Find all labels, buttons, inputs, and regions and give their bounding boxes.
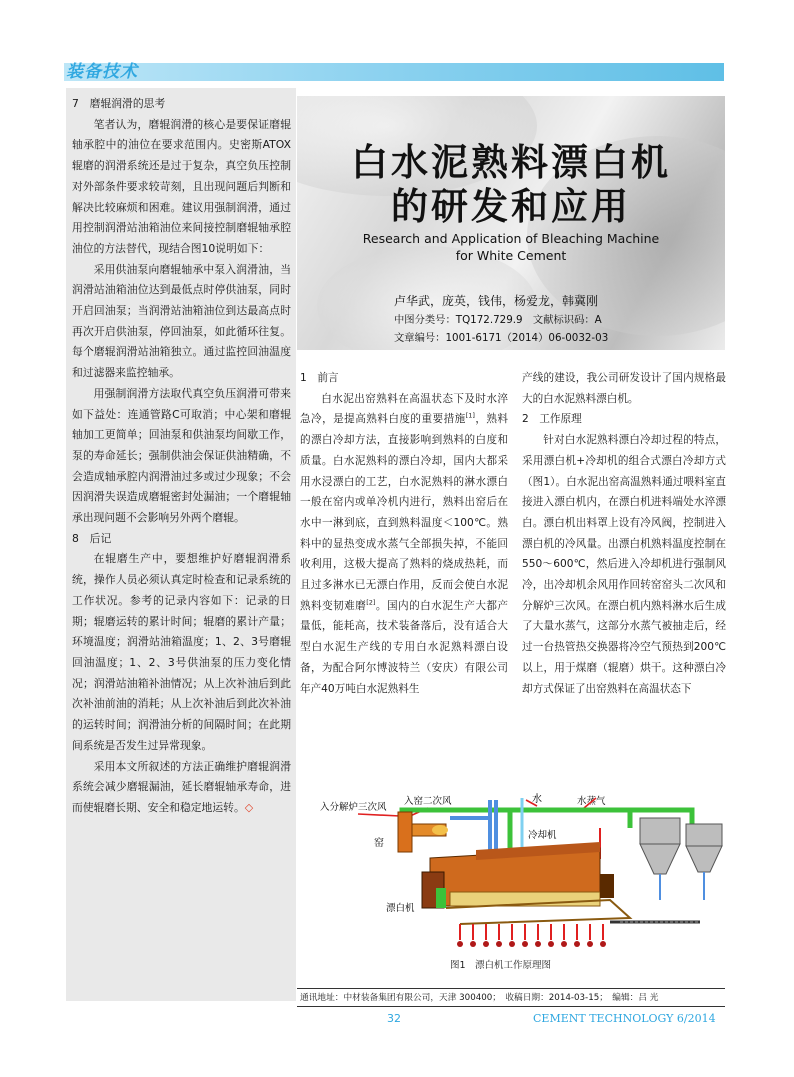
fan-icon xyxy=(496,941,502,947)
label-water: 水 xyxy=(532,794,542,805)
cyclone xyxy=(686,824,722,846)
header-bar xyxy=(64,63,724,81)
paragraph: 笔者认为，磨辊润滑的核心是要保证磨辊轴承腔中的油位在要求范围内。史密斯ATOX辊磨的润滑系统还是过于复杂，真空负压控制对外部条件要求较苛刻，且出现问题后判断和解决比较麻烦和困难。建议用强制润滑，通过用控制润滑站油箱油位来间接控制磨辊轴承腔油位的方法替代，现结合图10说明如下： xyxy=(72,117,291,255)
classification-number: 中图分类号：TQ172.729.9 文献标识码：A xyxy=(394,314,602,326)
label-cooler: 冷却机 xyxy=(528,830,557,841)
fan-icon xyxy=(561,941,567,947)
footer-rule xyxy=(297,1006,725,1007)
title-en-line: for White Cement xyxy=(455,248,567,263)
footer-rule xyxy=(297,988,725,989)
fan-icon xyxy=(483,941,489,947)
fan-icon xyxy=(535,941,541,947)
label-arrows xyxy=(358,798,596,816)
label-steam: 水蒸气 xyxy=(577,796,606,807)
cyclone-cone xyxy=(640,844,680,874)
article-title-zh xyxy=(297,141,725,229)
bleaching-machine-diagram xyxy=(300,788,724,956)
fan-icon xyxy=(457,941,463,947)
kiln-flame xyxy=(432,825,448,835)
page-number: 32 xyxy=(387,1012,401,1025)
authors: 卢华武，庞英，钱伟，杨爱龙，韩冀刚 xyxy=(394,294,599,308)
title-block xyxy=(297,96,725,350)
right-column xyxy=(522,368,726,699)
bleaching-machine xyxy=(422,842,630,924)
citation-ref: [2] xyxy=(366,598,376,607)
citation-ref: [1] xyxy=(465,411,475,420)
title-line: 白水泥熟料漂白机 xyxy=(351,141,671,184)
paragraph: 针对白水泥熟料漂白冷却过程的特点，采用漂白机+冷却机的组合式漂白冷却方式（图1）。白水泥出窑高温熟料通过喂料室直接进入漂白机内，在漂白机进料端处水淬漂白。漂白机出料罩上设有冷风阀，控制进入漂白机的冷风量。出漂白机熟料温度控制在550～600℃，然后进入冷却机进行强制风冷，出冷却机余风用作回转窑窑头二次风和分解炉三次风。在漂白机内熟料淋水后生成了大量水蒸气，这部分水蒸气被抽走后，经过一台热管热交换器将冷空气预热到200℃以上，用于煤磨（辊磨）烘干。这种漂白冷却方式保证了出窑熟料在高温状态下 xyxy=(522,434,726,695)
article-title-en xyxy=(297,230,725,264)
paragraph-last xyxy=(72,757,291,819)
cooling-fans xyxy=(457,924,606,947)
paragraph-text: ，熟料的漂白冷却方法，直接影响到熟料的白度和质量。白水泥熟料的漂白冷却，国内大都采用水浸漂白的工艺，白水泥熟料的淋水漂白一般在窑内或单冷机内进行，熟料出窑后在水中一淋到底，直到熟料温度＜100℃。熟料中的显热变成水蒸气全部损失掉，不能回收利用，这极大提高了熟料的烧成热耗，而且过多淋水已无漂白作用，反而会使白水泥熟料变韧难磨 xyxy=(300,413,509,612)
section-tag: 装备技术 xyxy=(66,62,138,82)
figure-caption: 图1 漂白机工作原理图 xyxy=(450,960,552,971)
cyclone-outlet-arrows xyxy=(660,872,704,900)
left-column xyxy=(66,88,296,1001)
middle-column xyxy=(300,368,508,699)
fan-icon xyxy=(574,941,580,947)
title-en-line: Research and Application of Bleaching Machine xyxy=(362,231,660,246)
bleacher-outlet xyxy=(436,888,446,908)
footer-info: 通讯地址：中材装备集团有限公司，天津 300400； 收稿日期：2014-03-15； 编辑：吕 光 xyxy=(300,993,659,1003)
label-bleacher: 漂白机 xyxy=(386,903,415,914)
kiln-hood xyxy=(398,812,412,852)
fan-icon xyxy=(522,941,528,947)
label-kiln-air: 入窑二次风 xyxy=(404,796,452,807)
pointer-arrow xyxy=(358,814,400,816)
paragraph-text: 采用本文所叙述的方法正确维护磨辊润滑系统会减少磨辊漏油，延长磨辊轴承寿命，进而使辊磨长期、安全和稳定地运转。 xyxy=(72,759,291,814)
cyclones xyxy=(640,818,722,874)
paragraph-text: 白水泥出窑熟料在高温状态下及时水淬急冷，是提高熟料白度的重要措施 xyxy=(300,392,508,426)
bleacher-outlet-end xyxy=(600,874,614,898)
label-calciner-air: 入分解炉三次风 xyxy=(320,802,387,813)
fan-icon xyxy=(548,941,554,947)
cyclone-cone xyxy=(686,846,722,872)
heading-section-8: 8 后记 xyxy=(72,531,112,545)
end-mark-icon: ◇ xyxy=(244,800,254,814)
heading-section-7: 7 磨辊润滑的思考 xyxy=(72,97,166,110)
paragraph: 用强制润滑方法取代真空负压润滑可带来如下益处：连通管路C可取消；中心架和磨辊轴加工更简单；回油泵和供油泵均间歇工作，泵的寿命延长；强制供油会保证供油精确，不会造成轴承腔内润滑油过多或过少现象；不会因润滑失误造成磨辊密封处漏油；一个磨辊轴承出现问题不会影响另外两个磨辊。 xyxy=(72,386,291,525)
title-line: 的研发和应用 xyxy=(391,185,631,228)
kiln xyxy=(398,812,448,852)
fan-icon xyxy=(509,941,515,947)
cyclone xyxy=(640,818,680,844)
fan-icon xyxy=(587,941,593,947)
label-kiln: 窑 xyxy=(374,838,384,849)
heading-section-2: 2 工作原理 xyxy=(522,413,582,426)
journal-name: CEMENT TECHNOLOGY 6/2014 xyxy=(533,1012,716,1025)
fan-icon xyxy=(600,941,606,947)
fan-icon xyxy=(470,941,476,947)
paragraph-text: 。国内的白水泥生产大都产量低，能耗高，技术装备落后，没有适合大型白水泥生产线的专用白水泥熟料漂白设备，为配合阿尔博波特兰（安庆）有限公司年产40万吨白水泥熟料生 xyxy=(300,599,509,695)
paragraph: 采用供油泵向磨辊轴承中泵入润滑油，当润滑站油箱油位达到最低点时停供油泵，同时开启回油泵；当润滑站油箱油位到达最高点时再次开启供油泵，停回油泵，如此循环往复。每个磨辊润滑站油箱独立。通过监控回油温度和过滤器来监控轴承。 xyxy=(72,262,291,380)
article-number: 文章编号：1001-6171（2014）06-0032-03 xyxy=(394,332,609,344)
heading-section-1: 1 前言 xyxy=(300,372,339,384)
paragraph xyxy=(300,389,508,700)
paragraph: 产线的建设，我公司研发设计了国内规格最大的白水泥熟料漂白机。 xyxy=(522,372,726,405)
paragraph: 在辊磨生产中，要想维护好磨辊润滑系统，操作人员必须认真定时检查和记录系统的工作状况。参考的记录内容如下：记录的日期；辊磨运转的累计时间；辊磨的累计产量；环境温度；润滑站油箱温度；1、2、3号磨辊回油温度；1、2、3号供油泵的压力变化情况；润滑站油箱补油情况；从上次补油后到此次补油前油的消耗；从上次补油后到此次补油的运转时间；润滑油分析的间隔时间；在此期间系统是否发生过异常现象。 xyxy=(72,552,291,752)
